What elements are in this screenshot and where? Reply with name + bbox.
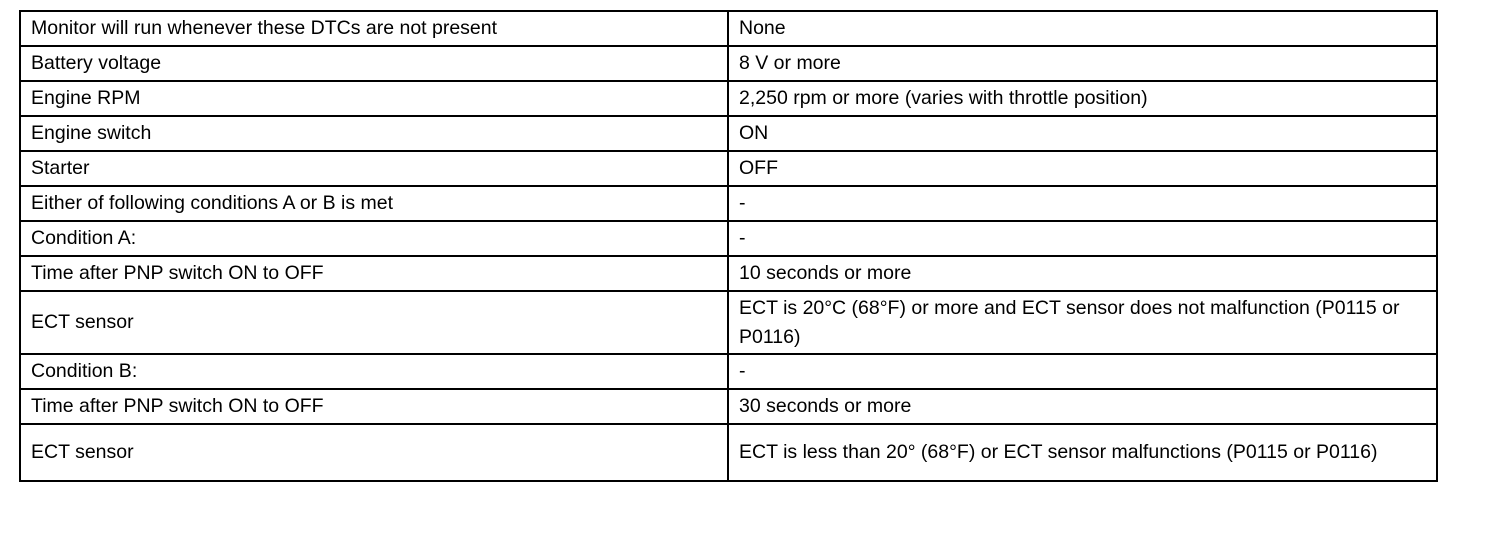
condition-value-cell: 8 V or more (728, 46, 1437, 81)
condition-item-cell: Either of following conditions A or B is met (20, 186, 728, 221)
condition-item-cell: Condition A: (20, 221, 728, 256)
monitor-conditions-table (19, 10, 1438, 482)
condition-value-cell: OFF (728, 151, 1437, 186)
condition-item-cell: Time after PNP switch ON to OFF (20, 256, 728, 291)
table-row (20, 46, 1437, 81)
condition-value-cell: ON (728, 116, 1437, 151)
condition-item-cell: ECT sensor (20, 424, 728, 481)
table-row (20, 81, 1437, 116)
table-row (20, 11, 1437, 46)
table-row (20, 221, 1437, 256)
table-row (20, 116, 1437, 151)
condition-value-cell: - (728, 354, 1437, 389)
condition-value-cell: 2,250 rpm or more (varies with throttle position) (728, 81, 1437, 116)
condition-item-cell: Monitor will run whenever these DTCs are not present (20, 11, 728, 46)
table-row (20, 354, 1437, 389)
condition-value-cell: - (728, 186, 1437, 221)
condition-item-cell: ECT sensor (20, 291, 728, 354)
condition-item-cell: Engine RPM (20, 81, 728, 116)
table-row (20, 424, 1437, 481)
condition-item-cell: Engine switch (20, 116, 728, 151)
table-row (20, 291, 1437, 354)
table-row (20, 389, 1437, 424)
condition-value-cell: 10 seconds or more (728, 256, 1437, 291)
table-row (20, 256, 1437, 291)
condition-value-cell: - (728, 221, 1437, 256)
condition-item-cell: Starter (20, 151, 728, 186)
condition-item-cell: Time after PNP switch ON to OFF (20, 389, 728, 424)
table-row (20, 151, 1437, 186)
condition-value-cell: None (728, 11, 1437, 46)
condition-value-cell: ECT is less than 20° (68°F) or ECT sensor malfunctions (P0115 or P0116) (728, 424, 1437, 481)
table-row (20, 186, 1437, 221)
condition-value-cell: 30 seconds or more (728, 389, 1437, 424)
condition-item-cell: Battery voltage (20, 46, 728, 81)
condition-item-cell: Condition B: (20, 354, 728, 389)
condition-value-cell: ECT is 20°C (68°F) or more and ECT sensor does not malfunction (P0115 or P0116) (728, 291, 1437, 354)
